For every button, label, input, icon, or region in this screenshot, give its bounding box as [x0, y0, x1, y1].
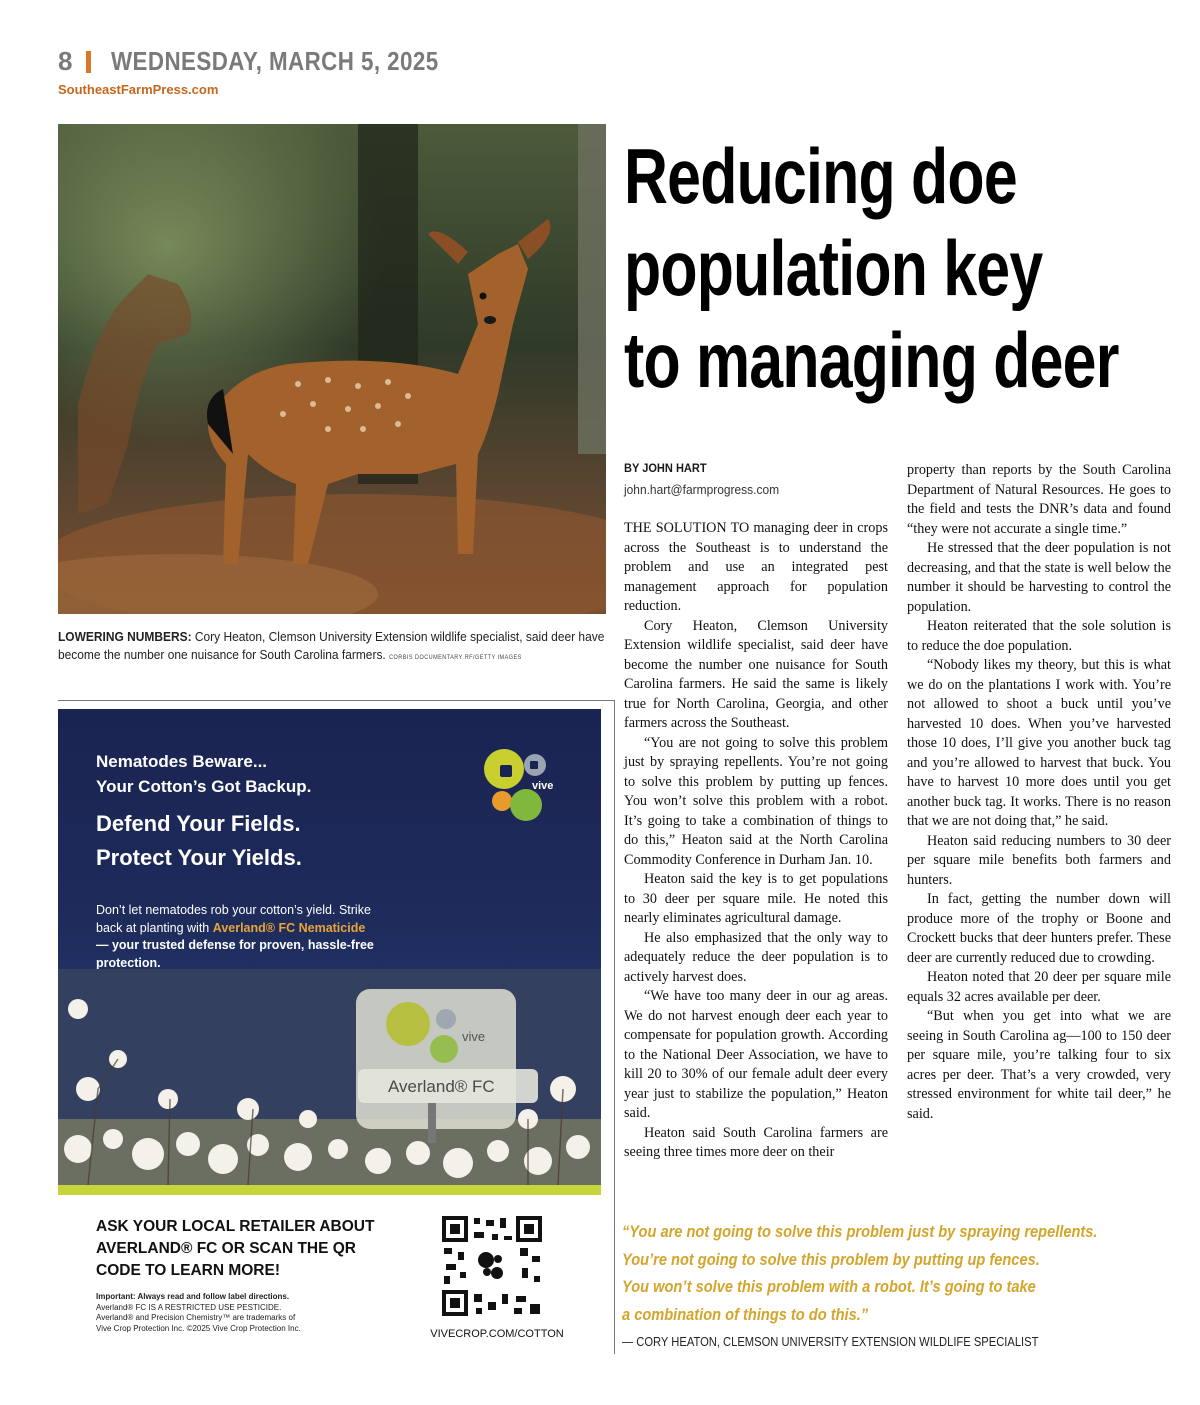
article-headline: [624, 130, 1186, 406]
page-number: 8: [58, 46, 73, 76]
pull-quote-line: “You are not going to solve this problem just by spraying repellents.: [622, 1222, 1098, 1241]
paragraph: In fact, getting the number down will produce more of the trophy or Boone and Crockett bucks that deer hunters prefer. These deer are currently reduced due to crowding.: [907, 891, 1171, 966]
ad-url-link[interactable]: VIVECROP.COM/COTTON: [430, 1328, 564, 1340]
ad-headline-line: Protect Your Yields.: [96, 845, 302, 870]
paragraph: property than reports by the South Carolina Department of Natural Resources. He goes to the field and tests the DNR’s data and found “they were not accurate a single time.”: [907, 462, 1171, 537]
ad-headline-line: Defend Your Fields.: [96, 811, 301, 836]
advertisement[interactable]: [58, 709, 601, 1195]
cta-line: AVERLAND® FC OR SCAN THE QR: [96, 1240, 356, 1257]
paragraph: “We have too many deer in our ag areas. We do not harvest enough deer each year to compensate for population growth. According to the National Deer Association, we have to kill 20 to 30% of our female adult deer every year just to stabilize the population,” Heaton said.: [624, 988, 888, 1121]
paragraph: Heaton said reducing numbers to 30 deer per square mile benefits both farmers and hunters.: [907, 832, 1171, 888]
ad-body-text: Don’t let nematodes rob your cotton’s yield. Strike back at planting with: [96, 903, 371, 935]
fine-print-line: Vive Crop Protection Inc. ©2025 Vive Crop Protection Inc.: [96, 1323, 301, 1333]
issue-date: WEDNESDAY, MARCH 5, 2025: [111, 46, 440, 76]
fine-print-line: Averland® FC IS A RESTRICTED USE PESTICIDE.: [96, 1302, 282, 1312]
site-url[interactable]: SoutheastFarmPress.com: [58, 82, 219, 97]
pull-quote: [622, 1218, 1182, 1349]
pull-quote-text: [622, 1218, 1181, 1328]
page-header: [58, 46, 492, 77]
paragraph: “You are not going to solve this problem just by spraying repellents. You’re not going to solve this problem by putting up fences. You won’t solve this problem with a robot. It’s going to take a combination of things to do this,” Heaton said at the North Carolina Commodity Conference in Durham Jan. 10.: [624, 734, 888, 868]
ad-body: [96, 902, 376, 972]
author-email[interactable]: john.hart@farmprogress.com: [624, 482, 780, 497]
cotton-field-image: [58, 969, 601, 1185]
caption-text: Cory Heaton, Clemson University Extension wildlife specialist, said deer have become the number one nuisance for South Carolina farmers.: [58, 629, 605, 662]
paragraph: Heaton said the key is to get populations to 30 deer per square mile. He noted this nearly eliminates agricultural damage.: [624, 871, 888, 926]
ad-body-text: — your trusted defense for proven, hassle-free protection.: [96, 938, 374, 970]
paragraph: THE SOLUTION TO managing deer in crops across the Southeast is to understand the problem and use an integrated pest management approach for population reduction.: [624, 520, 888, 614]
pull-quote-attribution: — CORY HEATON, CLEMSON UNIVERSITY EXTENSION WILDLIFE SPECIALIST: [622, 1334, 1039, 1349]
photo-credit: CORBIS DOCUMENTARY RF/GETTY IMAGES: [389, 655, 522, 661]
paragraph: Cory Heaton, Clemson University Extension wildlife specialist, said deer have become the number one nuisance for South Carolina farmers. He said the same is likely true for North Carolina, Georgia, and other farmers across the Southeast.: [624, 617, 888, 731]
paragraph: Heaton said South Carolina farmers are seeing three times more deer on their: [624, 1124, 888, 1160]
photo-caption: [58, 628, 606, 667]
ad-accent-strip: [58, 1185, 601, 1195]
ad-tagline-line: Your Cotton’s Got Backup.: [96, 777, 312, 796]
byline: BY JOHN HART: [624, 461, 707, 475]
pull-quote-line: You’re not going to solve this problem by putting up fences.: [622, 1249, 1040, 1269]
cta-line: CODE TO LEARN MORE!: [96, 1262, 280, 1279]
paragraph: He also emphasized that the only way to adequately reduce the deer population is to actively harvest does.: [624, 929, 888, 985]
paragraph: “But when you get into what we are seeing in South Carolina ag—100 to 150 deer per square mile, you’re talking four to six acres per deer. That’s a very crowded, very stressed environment for white tail deer,” he said.: [907, 1008, 1171, 1122]
fine-print-line: Averland® and Precision Chemistry™ are trademarks of: [96, 1313, 296, 1322]
ad-fine-print: [96, 1292, 396, 1334]
ad-tagline-line: Nematodes Beware...: [96, 752, 268, 771]
headline-line: population key: [624, 224, 1043, 312]
cta-line: ASK YOUR LOCAL RETAILER ABOUT: [96, 1218, 375, 1235]
article-column-2: [907, 461, 1171, 1124]
header-divider: [86, 51, 91, 73]
ad-tagline: [96, 749, 311, 799]
qr-code-icon[interactable]: [442, 1216, 542, 1316]
paragraph: “Nobody likes my theory, but this is what we do on the plantations I work with. You’re not allowed to shoot a buck until you’ve harvested 10 does. When you’ve harvested those 10 does, I’ll give you another buck tag and you’re allowed to harvest that buck. You have to harvest 10 more does until you get another buck tag. It works. There is no reason that we are not doing that,” he said.: [907, 657, 1171, 829]
ad-headline: [96, 807, 302, 875]
fine-print-line: Important: Always read and follow label directions.: [96, 1292, 290, 1301]
paragraph: Heaton reiterated that the sole solution is to reduce the doe population.: [907, 618, 1171, 654]
paragraph: Heaton noted that 20 deer per square mile equals 32 acres available per deer.: [907, 969, 1171, 1005]
ad-call-to-action: [96, 1216, 426, 1282]
pull-quote-line: You won’t solve this problem with a robot. It’s going to take: [622, 1277, 1036, 1296]
caption-lead: LOWERING NUMBERS:: [58, 629, 192, 644]
deer-photo: [58, 124, 606, 614]
section-divider-vertical: [614, 700, 615, 1354]
pull-quote-line: a combination of things to do this.”: [622, 1304, 869, 1324]
vive-brand-text: vive: [532, 780, 554, 792]
vive-logo-icon: [480, 745, 564, 829]
headline-line: Reducing doe: [624, 132, 1017, 220]
article-column-1: [624, 519, 888, 1163]
advertisement-footer: [58, 1200, 601, 1355]
section-divider-horizontal: [58, 700, 614, 701]
sign-brand-text: vive: [462, 1029, 486, 1044]
paragraph: He stressed that the deer population is not decreasing, and that the state is well below the number it should be harvesting to control the population.: [907, 540, 1171, 615]
sign-product-text: Averland® FC: [388, 1077, 495, 1096]
headline-line: to managing deer: [624, 316, 1119, 404]
ad-product-name: Averland® FC Nematicide: [212, 920, 366, 935]
